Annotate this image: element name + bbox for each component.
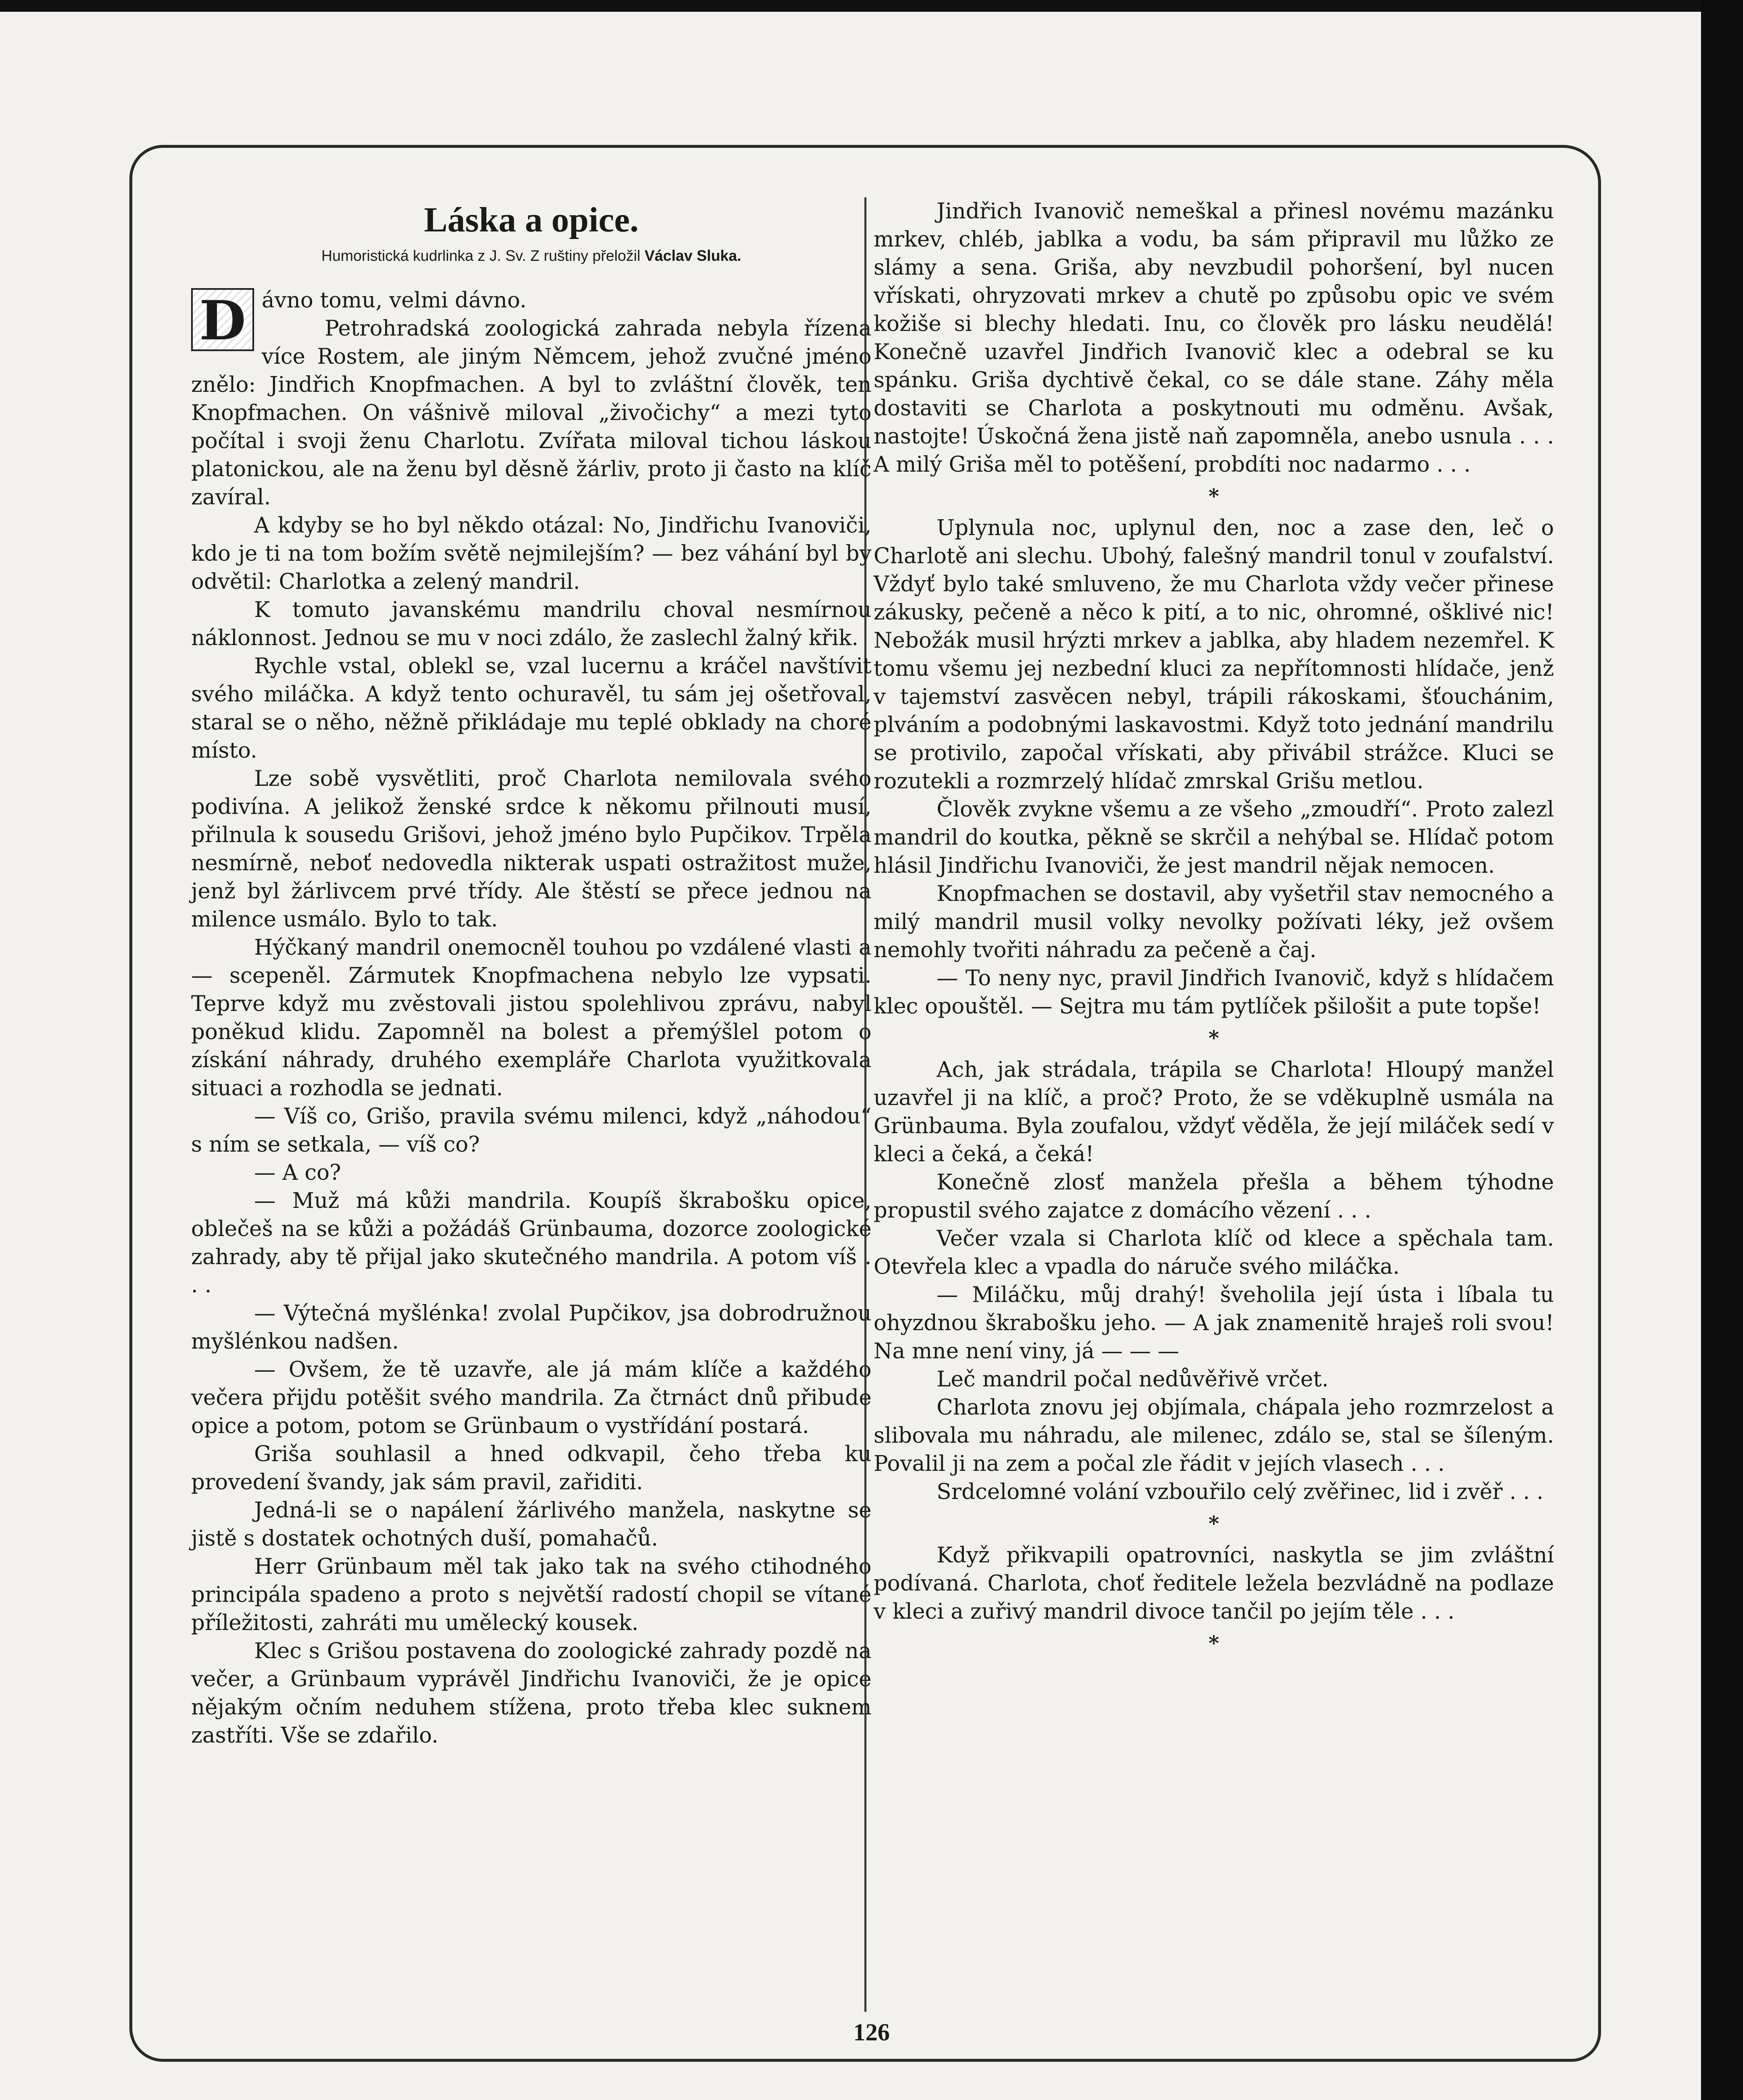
paragraph: — Výtečná myšlénka! zvolal Pupčikov, jsa dobrodružnou myšlénkou nadšen. [191,1301,872,1354]
paragraph: Jindřich Ivanovič nemeškal a přinesl novému mazánku mrkev, chléb, jablka a vodu, ba sám připravil mu lůžko ze slámy a sena. Griša, aby nevzbudil pohoršení, byl nucen vřískati, ohryzovati mrkev a chutě po způsobu opic ve svém kožiše si blechy hledati. Inu, co člověk pro lásku neudělá! Konečně uzavřel Jindřich Ivanovič klec a odebral se ku spánku. Griša dychtivě čekal, co se dále stane. Záhy měla dostaviti se Charlota a poskytnouti mu odměnu. Avšak, nastojte! Úskočná žena jistě naň zapomněla, anebo usnula . . . A milý Griša měl to potěšení, probdíti noc nadarmo . . . [874,199,1554,477]
section-break-asterisk: * [1208,1026,1219,1050]
article-subtitle [191,242,872,270]
paragraph: Charlota znovu jej objímala, chápala jeho rozmrzelost a slibovala mu náhradu, ale milenec, zdálo se, stal se šíleným. Povalil ji na zem a počal zle řádit v jejích vlasech . . . [874,1395,1554,1476]
paragraph: Když přikvapili opatrovníci, naskytla se jim zvláštní podívaná. Charlota, choť ředitele ležela bezvládně na podlaze v kleci a zuřivý mandril divoce tančil po jejím těle . . . [874,1543,1554,1624]
scan-edge-right [1701,0,1743,2100]
left-column [191,197,872,1750]
paragraph: Herr Grünbaum měl tak jako tak na svého ctihodného principála spadeno a proto s největší radostí chopil se vítané příležitosti, zahráti mu umělecký kousek. [191,1554,872,1635]
paragraph: — Víš co, Grišo, pravila svému milenci, když „náhodou“ s ním se setkala, — víš co? [191,1104,872,1157]
opening [191,286,872,512]
paragraph: Petrohradská zoologická zahrada nebyla řízena více Rostem, ale jiným Němcem, jehož zvučné jméno znělo: Jindřich Knopfmachen. A byl to zvláštní člověk, ten Knopfmachen. On vášnivě miloval „živočichy“ a mezi tyto počítal i svoji ženu Charlotu. Zvířata miloval tichou láskou platonickou, ale na ženu byl děsně žárliv, proto ji často na klíč zavíral. [191,316,872,510]
paragraph: Konečně zlosť manžela přešla a během týhodne propustil svého zajatce z domácího vězení . . . [874,1170,1554,1223]
paragraph: Ach, jak strádala, trápila se Charlota! Hloupý manžel uzavřel ji na klíč, a proč? Proto, že se vděkuplně usmála na Grünbauma. Byla zoufalou, vždyť věděla, že její miláček sedí v kleci a čeká, a čeká! [874,1058,1554,1167]
paragraph: — Muž má kůži mandrila. Koupíš škrabošku opice, oblečeš na se kůži a požádáš Grünbauma, dozorce zoologické zahrady, aby tě přijal jako skutečného mandrila. A potom víš . . . [191,1189,872,1298]
paragraph: Leč mandril počal nedůvěřivě vrčet. [937,1367,1329,1392]
paragraph: Rychle vstal, oblekl se, vzal lucernu a kráčel navštívit svého miláčka. A když tento ochuravěl, tu sám jej ošetřoval, staral se o něho, něžně přikládaje mu teplé obklady na choré místo. [191,654,872,763]
paragraph: Griša souhlasil a hned odkvapil, čeho třeba ku provedení švandy, jak sám pravil, zařiditi. [191,1442,872,1495]
subtitle-prefix: Humoristická kudrlinka z J. Sv. Z ruštiny přeložil [321,247,640,264]
paragraph: Večer vzala si Charlota klíč od klece a spěchala tam. Otevřela klec a vpadla do náruče svého miláčka. [874,1226,1554,1279]
article-title: Láska a opice. [424,200,639,239]
paragraph: Klec s Grišou postavena do zoologické zahrady pozdě na večer, a Grünbaum vyprávěl Jindřichu Ivanoviči, že je opice nějakým očním neduhem stížena, proto třeba klec suknem zastříti. Vše se zdařilo. [191,1639,872,1748]
paragraph: Lze sobě vysvětliti, proč Charlota nemilovala svého podivína. A jelikož ženské srdce k někomu přilnouti musí, přilnula k sousedu Grišovi, jehož jméno bylo Pupčikov. Trpěla nesmírně, neboť nedovedla nikterak uspati ostražitost muže, jenž byl žárlivcem prvé třídy. Ale štěstí se přece jednou na milence usmálo. Bylo to tak. [191,766,872,932]
paragraph: Jedná-li se o napálení žárlivého manžela, naskytne se jistě s dostatek ochotných duší, pomahačů. [191,1498,872,1551]
page-number [0,2018,1743,2046]
scan-edge-top [0,0,1743,12]
right-column [874,197,1554,1661]
paragraph: Uplynula noc, uplynul den, noc a zase den, leč o Charlotě ani slechu. Ubohý, falešný mandril tonul v zoufalství. Vždyť bylo také smluveno, že mu Charlota vždy večer přinese zákusky, pečeně a něco k pití, a to nic, ohromné, ošklivé nic! Nebožák musil hrýzti mrkev a jablka, aby hladem nezemřel. K tomu všemu jej nezbední kluci za nepřítomnosti hlídače, jenž v tajemství zasvěcen nebyl, trápili rákoskami, šťouchánim, plváním a podobnými laskavostmi. Když toto jednání mandrilu se protivilo, započal vřískati, aby přivábil strážce. Kluci se rozutekli a rozmrzelý hlídač zmrskal Grišu metlou. [874,516,1554,794]
paragraph: K tomuto javanskému mandrilu choval nesmírnou náklonnost. Jednou se mu v noci zdálo, že zaslechl žalný křik. [191,598,872,651]
dropcap-letter: D [199,289,246,352]
opening-line: ávno tomu, velmi dávno. [262,288,527,313]
paragraph: A kdyby se ho byl někdo otázal: No, Jindřichu Ivanoviči, kdo je ti na tom božím světě nejmilejším? — bez váhání byl by odvětil: Charlotka a zelený mandril. [191,513,872,594]
paragraph: Knopfmachen se dostavil, aby vyšetřil stav nemocného a milý mandril musil volky nevolky požívati léky, jež ovšem nemohly tvořiti náhradu za pečeně a čaj. [874,882,1554,963]
paragraph: Hýčkaný mandril onemocněl touhou po vzdálené vlasti a — scepeněl. Zármutek Knopfmachena nebylo lze vypsati. Teprve když mu zvěstovali jistou spolehlivou zprávu, nabyl poněkud klidu. Zapomněl na bolest a přemýšlel potom o získání náhrady, druhého exempláře Charlota využitkovala situaci a rozhodla se jednati. [191,935,872,1101]
paragraph: Člověk zvykne všemu a ze všeho „zmoudří“. Proto zalezl mandril do koutka, pěkně se skrčil a nehýbal se. Hlídač potom hlásil Jindřichu Ivanoviči, že jest mandril nějak nemocen. [874,797,1554,878]
paragraph: — Ovšem, že tě uzavře, ale já mám klíče a každého večera přijdu potěšit svého mandrila. Za čtrnáct dnů přibude opice a potom, potom se Grünbaum o vystřídání postará. [191,1357,872,1438]
section-break-asterisk: * [1208,1512,1219,1536]
translator-name: Václav Sluka. [644,247,741,264]
paragraph: — To neny nyc, pravil Jindřich Ivanovič, když s hlídačem klec opouštěl. — Sejtra mu tám pytlíček pšilošit a pute topše! [874,966,1554,1019]
paragraph: Srdcelomné volání vzbouřilo celý zvěřinec, lid i zvěř . . . [937,1480,1544,1504]
dropcap-initial [191,288,254,351]
section-break-asterisk: * [1208,485,1219,508]
paragraph: — Miláčku, můj drahý! šveholila její ústa i líbala tu ohyzdnou škrabošku jeho. — A jak znamenitě hraješ roli svou! Na mne není viny, já — — — [874,1283,1554,1364]
section-break-asterisk: * [1208,1632,1219,1655]
paragraph: — A co? [254,1160,341,1185]
page-number-text: 126 [843,2019,900,2046]
